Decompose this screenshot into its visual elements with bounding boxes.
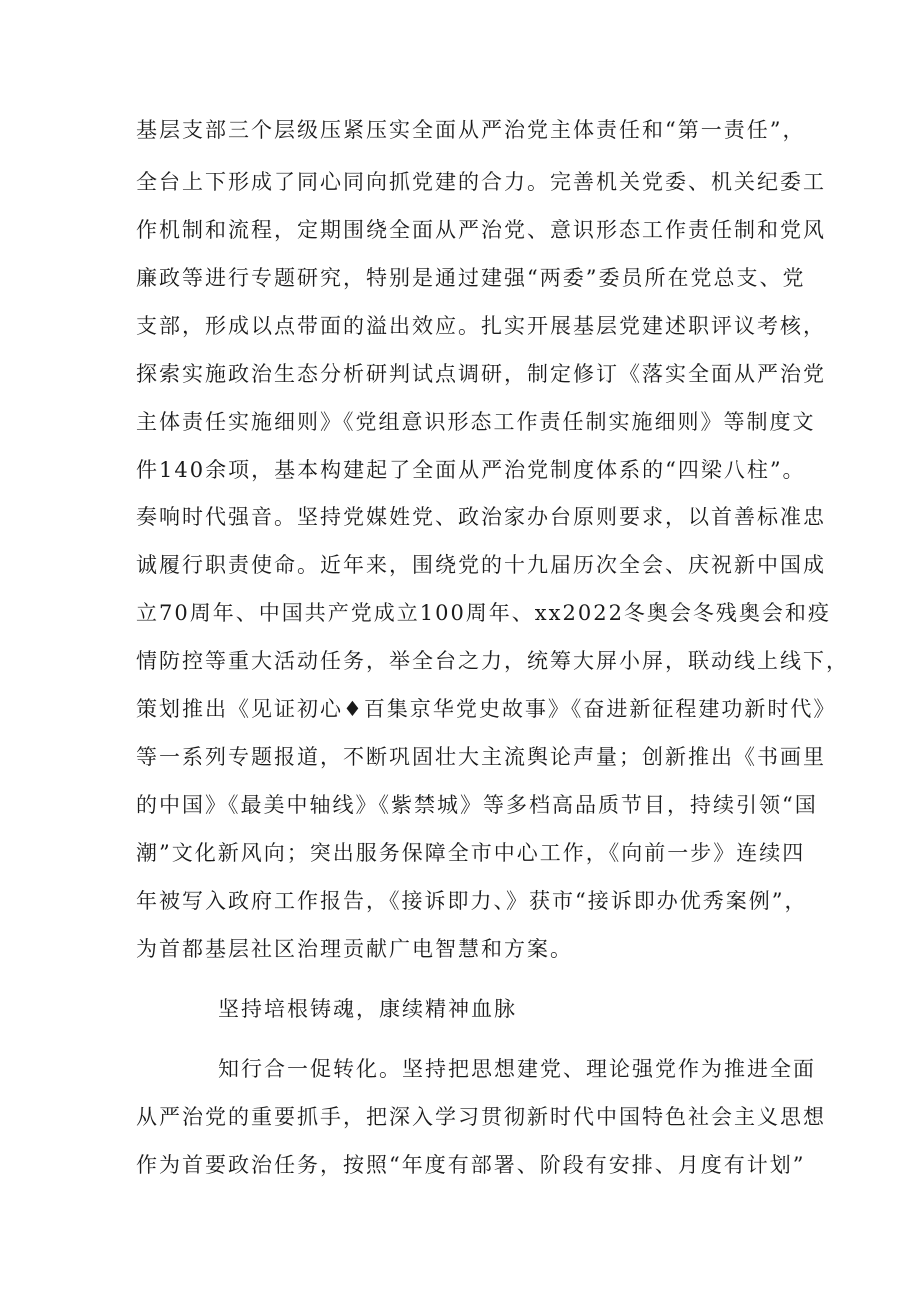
- text-line: 年被写入政府工作报告，《接诉即力、》获市“接诉即办优秀案例”，: [136, 889, 808, 913]
- text-line: 潮”文化新风向；突出服务保障全市中心工作，《向前一步》连续四: [136, 841, 806, 865]
- text-line: 主体责任实施细则》《党组意识形态工作责任制实施细则》等制度文: [136, 410, 816, 434]
- text-line: 廉政等进行专题研究，特别是通过建强“两委”委员所在党总支、党: [136, 266, 806, 290]
- text-line: 的中国》《最美中轴线》《紫禁城》等多档高品质节目，持续引领“国: [136, 793, 818, 817]
- text-line: 策划推出《见证初心♦百集京华党史故事》《奋进新征程建功新时代》: [136, 697, 837, 721]
- text-line: 支部，形成以点带面的溢出效应。扎实开展基层党建述职评议考核，: [136, 314, 826, 338]
- text-line: 作机制和流程，定期围绕全面从严治党、意识形态工作责任制和党风: [136, 218, 826, 242]
- text-line: 等一系列专题报道，不断巩固壮大主流舆论声量；创新推出《书画里: [136, 745, 826, 769]
- text-line: 探索实施政治生态分析研判试点调研，制定修订《落实全面从严治党: [136, 362, 826, 386]
- text-line: 作为首要政治任务，按照“年度有部署、阶段有安排、月度有计划”: [136, 1153, 806, 1177]
- text-line: 全台上下形成了同心同向抓党建的合力。完善机关党委、机关纪委工: [136, 170, 826, 194]
- text-line: 基层支部三个层级压紧压实全面从严治党主体责任和“第一责任”，: [136, 118, 806, 142]
- text-line: 件140余项，基本构建起了全面从严治党制度体系的“四梁八柱”。: [136, 458, 806, 482]
- text-line: 诚履行职责使命。近年来，围绕党的十九届历次全会、庆祝新中国成: [136, 553, 826, 577]
- text-line: 奏响时代强音。坚持党媒姓党、政治家办台原则要求，以首善标准忠: [136, 505, 826, 529]
- text-line: 为首都基层社区治理贡献广电智慧和方案。: [136, 937, 573, 961]
- text-line: 知行合一促转化。坚持把思想建党、理论强党作为推进全面: [218, 1057, 816, 1081]
- section-heading: 坚持培根铸魂，康续精神血脉: [218, 997, 517, 1021]
- text-line: 立70周年、中国共产党成立100周年、xx2022冬奥会冬残奥会和疫: [136, 601, 831, 625]
- text-line: 情防控等重大活动任务，举全台之力，统筹大屏小屏，联动线上线下，: [136, 649, 849, 673]
- text-line: 从严治党的重要抓手，把深入学习贯彻新时代中国特色社会主义思想: [136, 1105, 826, 1129]
